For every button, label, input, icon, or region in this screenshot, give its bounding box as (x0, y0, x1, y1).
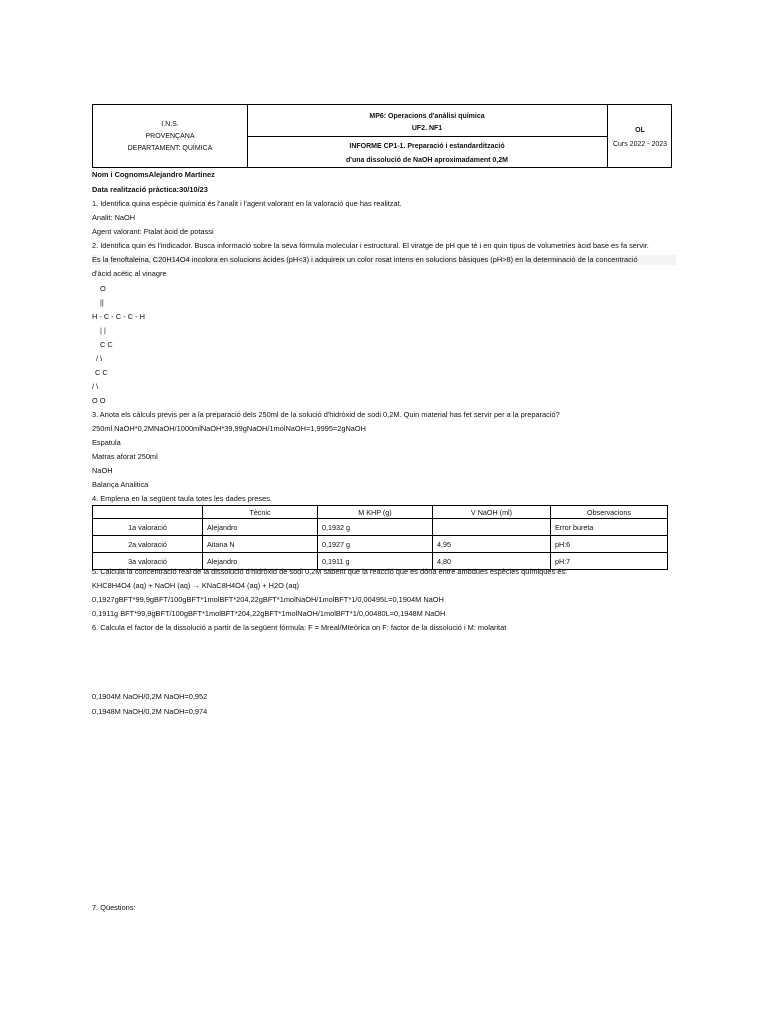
answer-2-line1: Es la fenoftaleina, C20H14O4 incolora en solucions àcides (pH<3) i adquireix un color rosat intens en solucions bàsiques (pH>8) en la determinació de la concentració (92, 255, 676, 265)
table-cell: Aitana N (203, 536, 318, 553)
table-cell: 2a valoració (93, 536, 203, 553)
table-cell: Error bureta (551, 519, 668, 536)
table-row (93, 536, 668, 553)
table-row (93, 519, 668, 536)
question-6: 6. Calcula el factor de la dissolució a partir de la següent fórmula: F = Mreal/Mteòrica on F: factor de la dissolució i M: molaritat (92, 623, 507, 632)
structure-row-1: O (100, 284, 106, 293)
table-cell: 0,1911 g (318, 553, 433, 570)
table-cell: 4,95 (433, 536, 551, 553)
calc-naoh: 250ml NaOH*0,2MNaOH/1000mlNaOH*39,99gNaOH/1molNaOH=1,9995=2gNaOH (92, 424, 366, 433)
question-2: 2. Identifica quin és l'indicador. Busca informació sobre la seva fórmula molecular i estructural. El viratge de pH que té i en quin tipus de volumetries àcid base es fa servir. (92, 241, 649, 250)
department: DEPARTAMENT: QUÍMICA (127, 145, 213, 152)
material-3: NaOH (92, 466, 113, 475)
question-7: 7. Qüestions: (92, 903, 136, 912)
unit-label: UF2. NF1 (411, 125, 443, 132)
answer-agent: Agent valorant: Ftalat àcid de potassi (92, 227, 214, 236)
question-5: 5. Calcula la concentració real de la dissolució d'hidròxid de sodi 0,2M sabent que la reacció que es dóna entre ambdues espècies químiques és: (92, 567, 568, 576)
column-header: V NaOH (ml) (433, 506, 551, 519)
data-table (92, 505, 668, 570)
module-title: MP6: Operacions d'anàlisi química (369, 113, 485, 120)
factor-result-2: 0,1948M NaOH/0,2M NaOH=0,974 (92, 707, 208, 716)
table-cell (433, 519, 551, 536)
table-cell: pH:6 (551, 536, 668, 553)
answer-2-line2: d'àcid acètic al vinagre (92, 269, 167, 278)
table-cell: 4,80 (433, 553, 551, 570)
structure-row-3: H - C - C - C - H (92, 312, 145, 321)
reaction-equation: KHC8H4O4 (aq) + NaOH (aq) → KNaC8H4O4 (aq) + H2O (aq) (92, 581, 300, 590)
column-header: Observacions (551, 506, 668, 519)
student-name: Nom i CognomsAlejandro Martinez (92, 170, 215, 179)
school-line2: PROVENÇANA (145, 133, 195, 140)
structure-row-6: / \ (96, 354, 103, 363)
report-title-line2: d'una dissolució de NaOH aproximadament 0,2M (346, 157, 508, 164)
column-header (93, 506, 203, 519)
table-cell: 0,1927 g (318, 536, 433, 553)
group-label: OL (635, 127, 645, 134)
report-title-line1: INFORME CP1-1. Preparació i estandardització (349, 143, 505, 150)
table-header-row (93, 506, 668, 519)
question-4: 4. Emplena en la següent taula totes les dades preses. (92, 494, 272, 503)
structure-row-7: C C (95, 368, 108, 377)
material-1: Espatula (92, 438, 121, 447)
calc-concentration-1: 0,1927gBFT*99,9gBFT/100gBFT*1molBFT*204,22gBFT*1molNaOH/1molBFT*1/0,00495L=0,1904M NaOH (92, 595, 444, 604)
column-header: Tècnic (203, 506, 318, 519)
factor-result-1: 0,1904M NaOH/0,2M NaOH=0,952 (92, 692, 208, 701)
table-cell: Alejandro (203, 553, 318, 570)
structure-row-4: | | (100, 326, 106, 335)
question-3: 3. Anota els càlculs previs per a la preparació dels 250ml de la solució d'hidròxid de sodi 0,2M. Quin material has fet servir per a la preparació? (92, 410, 560, 419)
question-1: 1. Identifica quina espècie química és l'analit i l'agent valorant en la valoració que has realitzat. (92, 199, 402, 208)
structure-row-5: C C (100, 340, 113, 349)
practice-date: Data realització pràctica:30/10/23 (92, 185, 208, 194)
material-4: Balança Analitica (92, 480, 149, 489)
answer-analit: Analit: NaOH (92, 213, 136, 222)
structure-row-2: || (100, 298, 104, 307)
table-cell: 3a valoració (93, 553, 203, 570)
table-cell: Alejandro (203, 519, 318, 536)
structure-row-8: / \ (92, 382, 99, 391)
table-cell: 1a valoració (93, 519, 203, 536)
header-box (92, 104, 672, 168)
structure-row-9: O O (92, 396, 106, 405)
table-cell: pH:7 (551, 553, 668, 570)
table-cell: 0,1932 g (318, 519, 433, 536)
calc-concentration-2: 0,1911g BFT*99,9gBFT/100gBFT*1molBFT*204,22gBFT*1molNaOH/1molBFT*1/0,00480L=0,1948M NaOH (92, 609, 446, 618)
material-2: Matras aforat 250ml (92, 452, 158, 461)
column-header: M KHP (g) (318, 506, 433, 519)
school-line1: I.N.S. (161, 121, 179, 128)
course-label: Curs 2022 - 2023 (612, 141, 668, 148)
